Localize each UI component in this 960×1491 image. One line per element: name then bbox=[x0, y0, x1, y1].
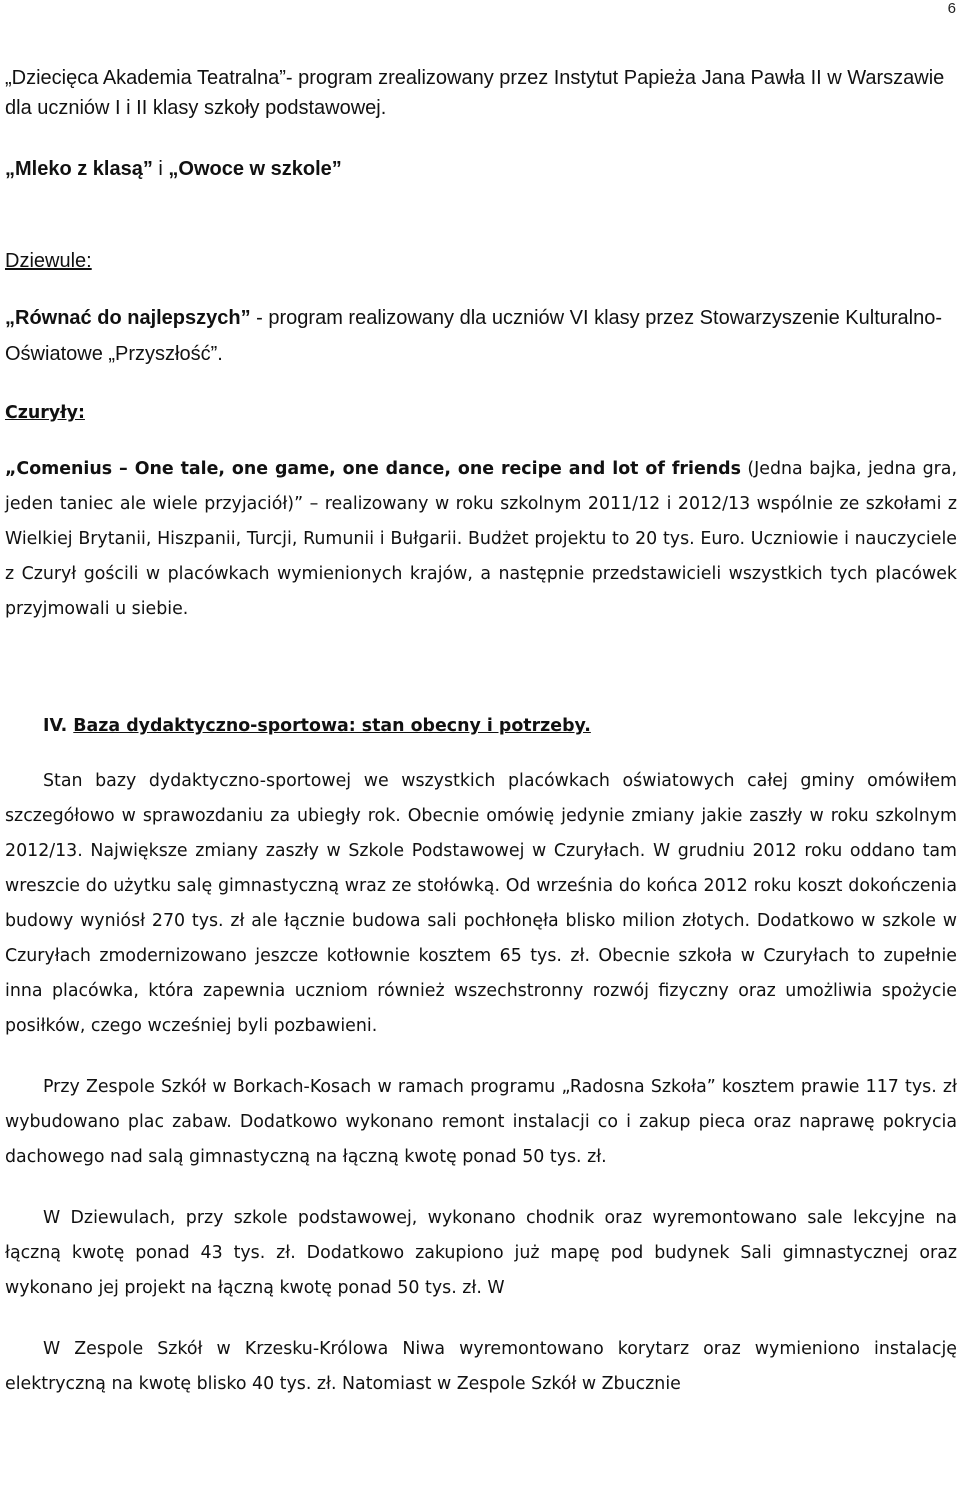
mleko-connector: i bbox=[152, 158, 169, 180]
document-body bbox=[5, 63, 957, 1402]
owoce-title: „Owoce w szkole” bbox=[168, 158, 342, 180]
page-number: 6 bbox=[947, 0, 956, 17]
section-4-title: Baza dydaktyczno-sportowa: stan obecny i potrzeby. bbox=[73, 716, 591, 736]
paragraph-krzesk: W Zespole Szkół w Krzesku-Królowa Niwa wyremontowano korytarz oraz wymieniono instalację elektryczną na kwotę blisko 40 tys. zł. Natomiast w Zespole Szkół w Zbucznie bbox=[5, 1339, 957, 1394]
comenius-title: „Comenius – One tale, one game, one dance, one recipe and lot of friends bbox=[5, 459, 741, 479]
program-comenius bbox=[5, 452, 957, 627]
comenius-description: (Jedna bajka, jedna gra, jeden taniec ale wiele przyjaciół)” – realizowany w roku szkolnym 2011/12 i 2012/13 wspólnie ze szkołami z Wielkiej Brytanii, Hiszpanii, Turcji, Rumunii i Bułgarii. Budżet projektu to 20 tys. Euro. Uczniowie i nauczyciele z Czurył gościli w placówkach wymienionych krajów, a następnie przedstawicieli wszystkich tych placówek przyjmowali u siebie. bbox=[5, 459, 957, 619]
paragraph-baza-stan: Stan bazy dydaktyczno-sportowej we wszystkich placówkach oświatowych całej gminy omówiłem szczegółowo w sprawozdaniu za ubiegły rok. Obecnie omówię jedynie zmiany jakie zaszły w roku szkolnym 2012/13. Największe zmiany zaszły w Szkole Podstawowej w Czuryłach. W grudniu 2012 roku oddano tam wreszcie do użytku salę gimnastyczną wraz ze stołówką. Od września do końca 2012 roku koszt dokończenia budowy wyniósł 270 tys. zł ale łącznie budowa sali pochłonęła blisko milion złotych. Dodatkowo w szkole w Czuryłach zmodernizowano jeszcze kotłownie kosztem 65 tys. zł. Obecnie szkoła w Czuryłach to zupełnie inna placówka, która zapewnia uczniom również wszechstronny rozwój fizyczny oraz umożliwia spożycie posiłków, czego wcześniej byli pozbawieni. bbox=[5, 771, 957, 1036]
section-4-heading bbox=[43, 711, 957, 741]
rownac-title: „Równać do najlepszych” bbox=[5, 307, 251, 329]
paragraph-borki-kosy: Przy Zespole Szkół w Borkach-Kosach w ramach programu „Radosna Szkoła” kosztem prawie 117 tys. zł wybudowano plac zabaw. Dodatkowo wykonano remont instalacji co i zakup pieca oraz naprawę pokrycia dachowego nad salą gimnastyczną na łączną kwotę ponad 50 tys. zł. bbox=[5, 1077, 957, 1167]
section-4-number: IV. bbox=[43, 716, 68, 736]
program-dziecieca-akademia: „Dziecięca Akademia Teatralna”- program zrealizowany przez Instytut Papieża Jana Pawła II w Warszawie dla uczniów I i II klasy szkoły podstawowej. bbox=[5, 67, 945, 119]
program-rownac bbox=[5, 300, 957, 372]
mleko-title: „Mleko z klasą” bbox=[5, 158, 153, 180]
dziewule-heading: Dziewule: bbox=[5, 250, 92, 272]
program-mleko-owoce bbox=[5, 152, 957, 186]
czuryly-heading: Czuryły: bbox=[5, 403, 85, 423]
paragraph-dziewule: W Dziewulach, przy szkole podstawowej, wykonano chodnik oraz wyremontowano sale lekcyjne na łączną kwotę ponad 43 tys. zł. Dodatkowo zakupiono już mapę pod budynek Sali gimnastycznej oraz wykonano jej projekt na łączną kwotę ponad 50 tys. zł. W bbox=[5, 1208, 957, 1298]
rownac-description: - program realizowany dla uczniów VI klasy przez Stowarzyszenie Kulturalno-Oświatowe „Przyszłość”. bbox=[5, 307, 943, 365]
